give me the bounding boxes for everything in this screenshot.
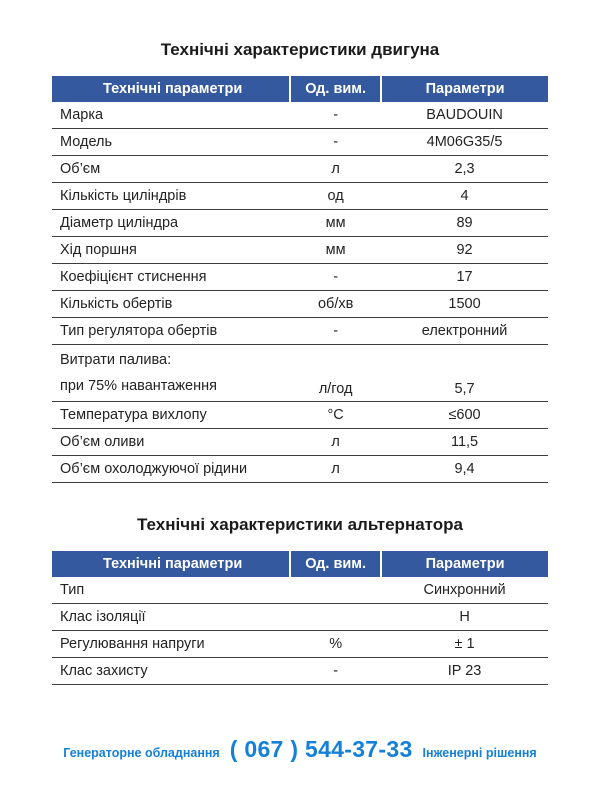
value-cell: ≤600 [381, 402, 548, 429]
param-name-cell: Витрати палива: при 75% навантаження [52, 345, 290, 402]
param-name-cell: Клас ізоляції [52, 604, 290, 631]
table-row [52, 658, 548, 685]
value-cell: 5,7 [381, 345, 548, 402]
param-name-cell: Коефіцієнт стиснення [52, 264, 290, 291]
param-name-cell: Діаметр циліндра [52, 210, 290, 237]
header-cell-values: Параметри [381, 76, 548, 102]
footer-tagline: Інженерні рішення [422, 746, 537, 760]
unit-cell [290, 577, 381, 604]
table-row [52, 102, 548, 129]
value-cell: 4 [381, 183, 548, 210]
table-row [52, 577, 548, 604]
alternator-spec-table [52, 551, 548, 685]
footer-brand-text: Генераторне обладнання [63, 746, 220, 760]
param-name-cell: Регулювання напруги [52, 631, 290, 658]
table-row [52, 210, 548, 237]
table-row [52, 156, 548, 183]
table-row [52, 237, 548, 264]
header-cell-units: Од. вим. [290, 76, 381, 102]
value-cell: Н [381, 604, 548, 631]
unit-cell [290, 604, 381, 631]
unit-cell: мм [290, 237, 381, 264]
value-cell: 11,5 [381, 429, 548, 456]
header-cell-units: Од. вим. [290, 551, 381, 577]
unit-cell: л [290, 156, 381, 183]
alternator-table-body [52, 577, 548, 685]
unit-cell: % [290, 631, 381, 658]
value-cell: Синхронний [381, 577, 548, 604]
param-name-cell: Кількість циліндрів [52, 183, 290, 210]
unit-cell: - [290, 318, 381, 345]
param-name-cell: Марка [52, 102, 290, 129]
param-name-cell: Об’єм охолоджуючої рідини [52, 456, 290, 483]
value-cell: 2,3 [381, 156, 548, 183]
engine-table-body [52, 102, 548, 483]
unit-cell: мм [290, 210, 381, 237]
table-row [52, 345, 548, 402]
alternator-table-header [52, 551, 548, 577]
table-row [52, 129, 548, 156]
value-cell: ± 1 [381, 631, 548, 658]
unit-cell: - [290, 129, 381, 156]
value-cell: IP 23 [381, 658, 548, 685]
alternator-section-title: Технічні характеристики альтернатора [136, 515, 463, 534]
value-cell: 89 [381, 210, 548, 237]
table-row [52, 456, 548, 483]
unit-cell: °С [290, 402, 381, 429]
param-name-cell: Тип [52, 577, 290, 604]
table-row [52, 183, 548, 210]
unit-cell: л [290, 456, 381, 483]
header-cell-parameters-name: Технічні параметри [52, 551, 290, 577]
value-cell: 92 [381, 237, 548, 264]
unit-cell: л/год [290, 345, 381, 402]
param-name-cell: Кількість обертів [52, 291, 290, 318]
table-row [52, 264, 548, 291]
param-name-cell: Клас захисту [52, 658, 290, 685]
param-name-cell: Хід поршня [52, 237, 290, 264]
footer-phone-number: ( 067 ) 544-37-33 [229, 736, 413, 762]
value-cell: 9,4 [381, 456, 548, 483]
table-row [52, 604, 548, 631]
param-name-cell: Об’єм оливи [52, 429, 290, 456]
value-cell: 4M06G35/5 [381, 129, 548, 156]
param-name-cell: Тип регулятора обертів [52, 318, 290, 345]
header-cell-values: Параметри [381, 551, 548, 577]
value-cell: 1500 [381, 291, 548, 318]
param-name-cell: Модель [52, 129, 290, 156]
engine-table-header [52, 76, 548, 102]
param-name-cell: Об’єм [52, 156, 290, 183]
header-row [52, 551, 548, 577]
unit-cell: об/хв [290, 291, 381, 318]
unit-cell: л [290, 429, 381, 456]
table-row [52, 291, 548, 318]
unit-cell: од [290, 183, 381, 210]
footer-contact-line [0, 736, 600, 763]
value-cell: BAUDOUIN [381, 102, 548, 129]
value-cell: 17 [381, 264, 548, 291]
unit-cell: - [290, 658, 381, 685]
engine-section-title: Технічні характеристики двигуна [160, 40, 440, 59]
unit-cell: - [290, 102, 381, 129]
param-name-cell: Температура вихлопу [52, 402, 290, 429]
value-cell: електронний [381, 318, 548, 345]
table-row [52, 631, 548, 658]
table-row [52, 429, 548, 456]
header-cell-parameters-name: Технічні параметри [52, 76, 290, 102]
header-row [52, 76, 548, 102]
unit-cell: - [290, 264, 381, 291]
table-row [52, 402, 548, 429]
table-row [52, 318, 548, 345]
engine-spec-table [52, 76, 548, 483]
